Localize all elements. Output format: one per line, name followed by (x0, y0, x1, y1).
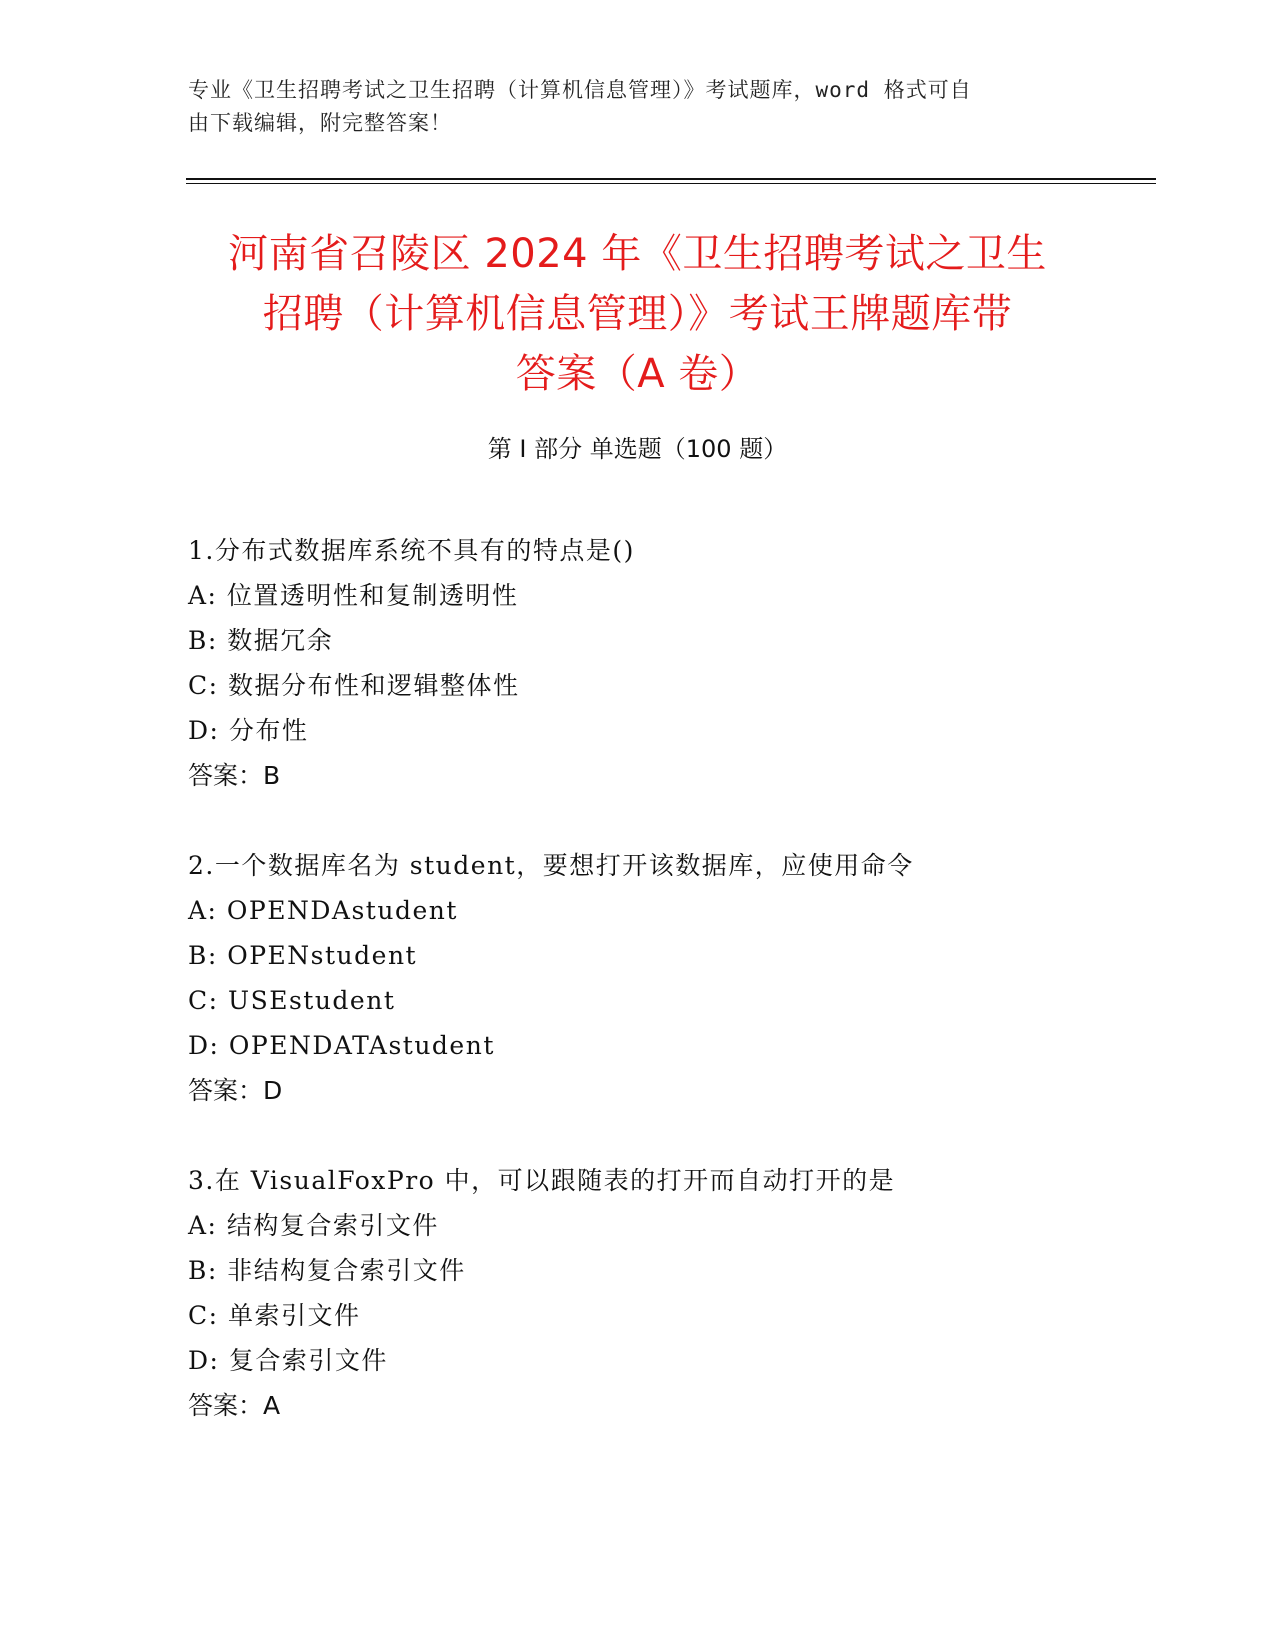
section-title: 第 I 部分 单选题（100 题） (487, 435, 788, 463)
header-rule-thick (186, 178, 1156, 180)
answer-line: 答案：D (188, 1076, 283, 1105)
question-stem: 1.分布式数据库系统不具有的特点是() (188, 536, 635, 565)
option-d: D: 复合索引文件 (188, 1346, 388, 1375)
header-rule-thin (186, 183, 1156, 184)
option-b: B: OPENstudent (188, 941, 418, 970)
option-a: A: 位置透明性和复制透明性 (188, 581, 519, 610)
option-b: B: 数据冗余 (188, 626, 334, 655)
option-a: A: OPENDAstudent (188, 896, 458, 925)
question-2 (188, 843, 1148, 1113)
title-line-1: 河南省召陵区 2024 年《卫生招聘考试之卫生 (228, 231, 1047, 277)
option-b: B: 非结构复合索引文件 (188, 1256, 466, 1285)
option-d: D: OPENDATAstudent (188, 1031, 495, 1060)
header-note-line-1: 专业《卫生招聘考试之卫生招聘（计算机信息管理）》考试题库，word 格式可自 (188, 78, 972, 102)
question-stem: 2.一个数据库名为 student，要想打开该数据库，应使用命令 (188, 851, 914, 880)
answer-line: 答案：B (188, 761, 281, 790)
question-list (188, 528, 1148, 1473)
document-title (160, 224, 1115, 404)
option-c: C: USEstudent (188, 986, 396, 1015)
header-note-line-2: 由下载编辑，附完整答案！ (188, 111, 452, 135)
question-1 (188, 528, 1148, 798)
question-stem: 3.在 VisualFoxPro 中，可以跟随表的打开而自动打开的是 (188, 1166, 896, 1195)
option-d: D: 分布性 (188, 716, 309, 745)
title-line-3: 答案（A 卷） (515, 351, 760, 397)
option-c: C: 数据分布性和逻辑整体性 (188, 671, 520, 700)
option-c: C: 单索引文件 (188, 1301, 361, 1330)
question-3 (188, 1158, 1148, 1428)
header-note (188, 74, 1068, 140)
option-a: A: 结构复合索引文件 (188, 1211, 439, 1240)
title-line-2: 招聘（计算机信息管理）》考试王牌题库带 (262, 291, 1013, 337)
answer-line: 答案：A (188, 1391, 281, 1420)
